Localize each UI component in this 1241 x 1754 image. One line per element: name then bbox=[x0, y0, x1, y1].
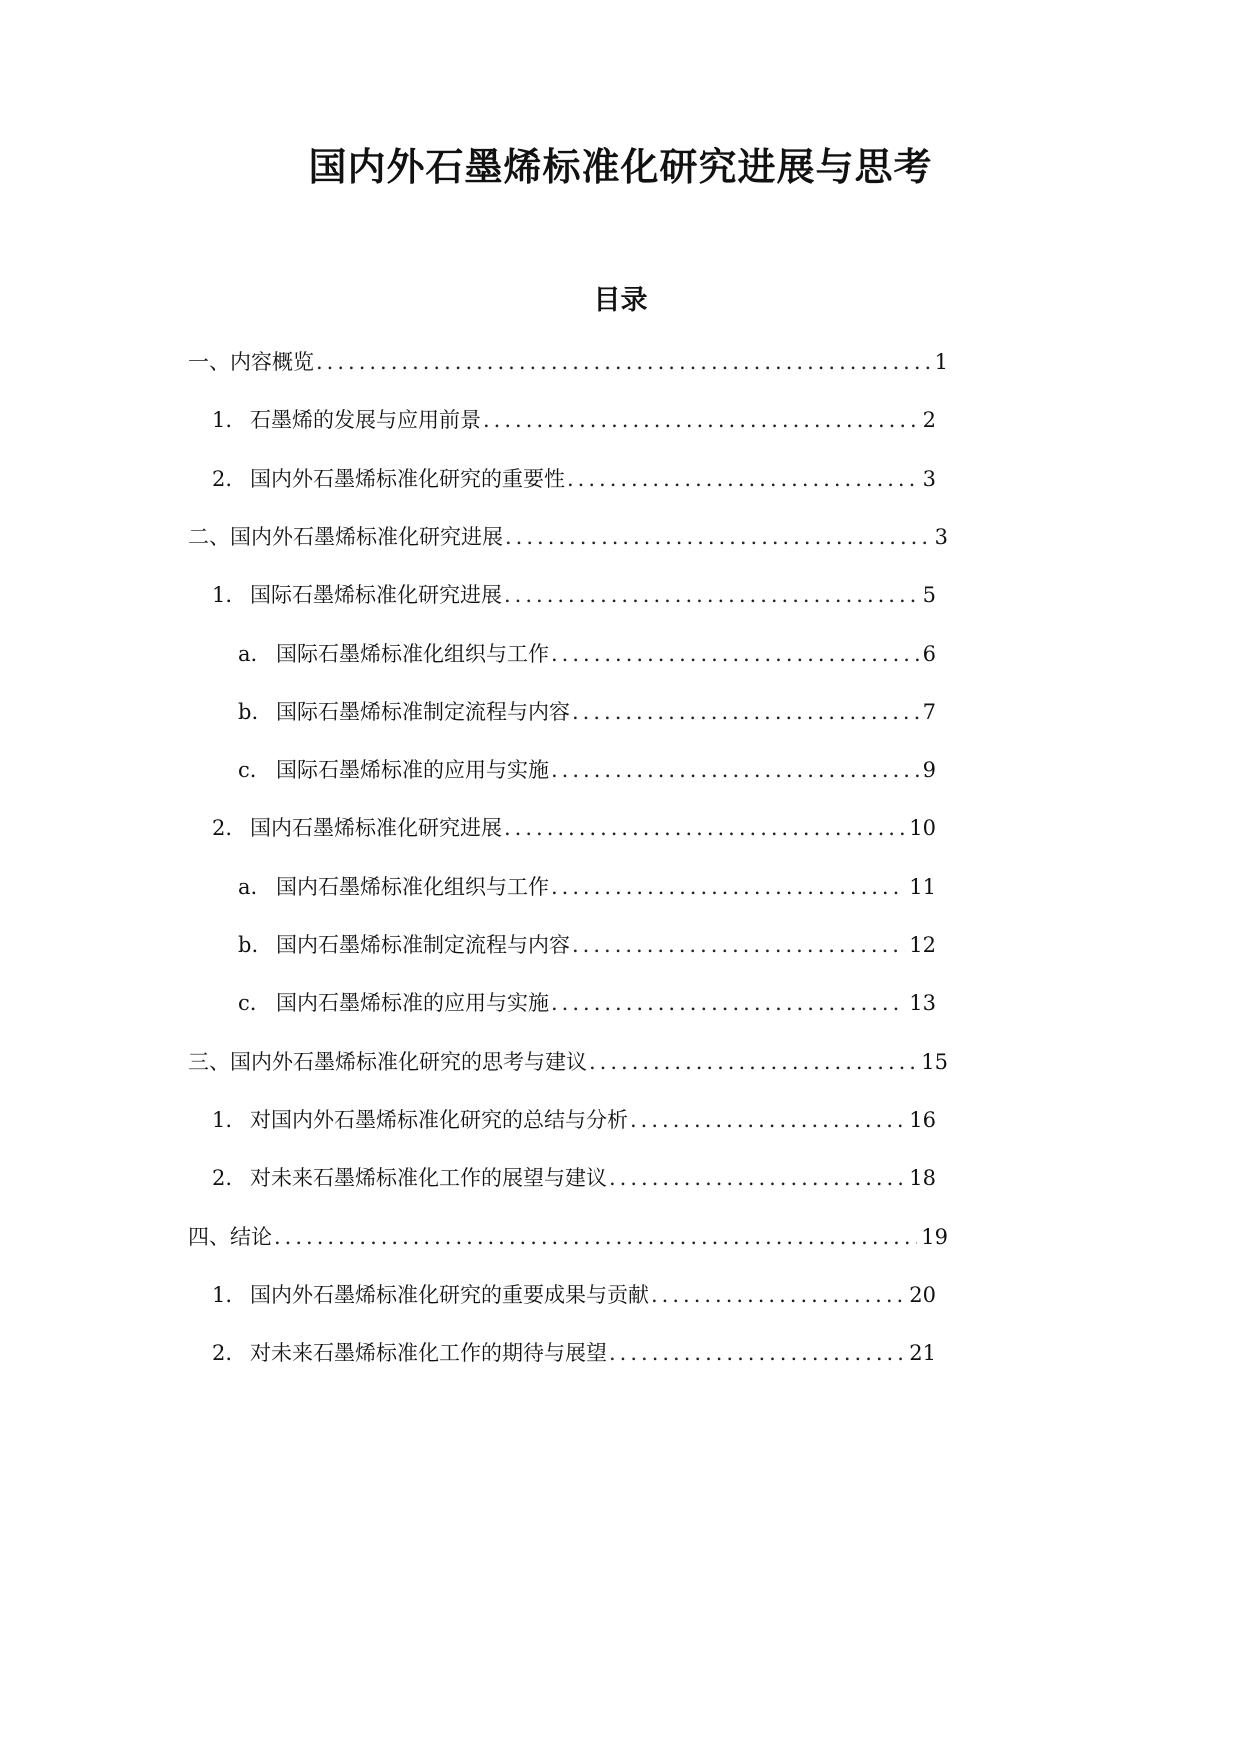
toc-entry-number: 1. bbox=[212, 408, 233, 432]
toc-leader-dots bbox=[504, 580, 919, 610]
toc-entry[interactable] bbox=[238, 755, 936, 785]
toc-entry-title: 对未来石墨烯标准化工作的期待与展望 bbox=[250, 1341, 607, 1365]
toc-entry-title: 国内外石墨烯标准化研究进展 bbox=[230, 525, 503, 549]
toc-entry[interactable] bbox=[212, 1163, 936, 1193]
toc-leader-dots bbox=[572, 697, 919, 727]
toc-leader-dots bbox=[630, 1105, 905, 1135]
toc-entry[interactable] bbox=[188, 347, 948, 377]
toc-entry[interactable] bbox=[212, 1338, 936, 1368]
toc-entry-page: 3 bbox=[922, 467, 936, 491]
toc-entry-title: 国内石墨烯标准制定流程与内容 bbox=[276, 933, 570, 957]
toc-entry-title: 对国内外石墨烯标准化研究的总结与分析 bbox=[250, 1108, 628, 1132]
toc-leader-dots bbox=[551, 988, 905, 1018]
toc-entry-page: 18 bbox=[909, 1166, 936, 1190]
toc-entry-title: 国内外石墨烯标准化研究的重要成果与贡献 bbox=[250, 1283, 649, 1307]
toc-entry-page: 3 bbox=[934, 525, 948, 549]
toc-entry-page: 1 bbox=[934, 350, 948, 374]
toc-entry-number: c. bbox=[238, 758, 257, 782]
toc-entry-page: 6 bbox=[922, 642, 936, 666]
toc-entry-page: 13 bbox=[909, 991, 936, 1015]
toc-entry[interactable] bbox=[212, 1105, 936, 1135]
toc-entry[interactable] bbox=[212, 1280, 936, 1310]
toc-entry-number: a. bbox=[238, 875, 258, 899]
toc-entry-number: 一、 bbox=[188, 350, 230, 374]
toc-entry-number: 1. bbox=[212, 583, 233, 607]
toc-leader-dots bbox=[572, 930, 905, 960]
toc-leader-dots bbox=[609, 1163, 905, 1193]
toc-entry-page: 20 bbox=[909, 1283, 936, 1307]
toc-entry-title: 国际石墨烯标准制定流程与内容 bbox=[276, 700, 570, 724]
toc-entry-page: 7 bbox=[922, 700, 936, 724]
toc-entry[interactable] bbox=[212, 405, 936, 435]
toc-entry-number: 2. bbox=[212, 467, 233, 491]
document-title: 国内外石墨烯标准化研究进展与思考 bbox=[308, 144, 933, 189]
toc-entry-page: 2 bbox=[922, 408, 936, 432]
toc-entry-title: 结论 bbox=[230, 1225, 272, 1249]
toc-entry-title: 对未来石墨烯标准化工作的展望与建议 bbox=[250, 1166, 607, 1190]
toc-entry-title: 国内外石墨烯标准化研究的重要性 bbox=[250, 467, 565, 491]
toc-entry-title: 石墨烯的发展与应用前景 bbox=[250, 408, 481, 432]
toc-entry-number: 1. bbox=[212, 1108, 233, 1132]
toc-leader-dots bbox=[589, 1047, 917, 1077]
toc-leader-dots bbox=[505, 522, 931, 552]
toc-entry[interactable] bbox=[238, 639, 936, 669]
toc-entry-number: 2. bbox=[212, 1166, 233, 1190]
toc-entry-page: 19 bbox=[921, 1225, 948, 1249]
toc-entry-page: 11 bbox=[909, 875, 936, 899]
toc-leader-dots bbox=[651, 1280, 905, 1310]
toc-entry-number: b. bbox=[238, 700, 259, 724]
toc-entry-title: 国际石墨烯标准的应用与实施 bbox=[276, 758, 549, 782]
toc-entry[interactable] bbox=[188, 1222, 948, 1252]
toc-entry-page: 12 bbox=[909, 933, 936, 957]
toc-entry-page: 9 bbox=[922, 758, 936, 782]
toc-entry-number: a. bbox=[238, 642, 258, 666]
toc-entry-number: 1. bbox=[212, 1283, 233, 1307]
toc-entry[interactable] bbox=[238, 930, 936, 960]
toc-entry-title: 国内石墨烯标准化组织与工作 bbox=[276, 875, 549, 899]
toc-entry-title: 国内石墨烯标准的应用与实施 bbox=[276, 991, 549, 1015]
toc-entry-number: 2. bbox=[212, 1341, 233, 1365]
toc-entry-number: 三、 bbox=[188, 1050, 230, 1074]
toc-heading: 目录 bbox=[593, 285, 648, 316]
toc-entry-page: 16 bbox=[909, 1108, 936, 1132]
toc-entry-page: 5 bbox=[922, 583, 936, 607]
toc-entry-title: 国内石墨烯标准化研究进展 bbox=[250, 816, 502, 840]
toc-entry-number: c. bbox=[238, 991, 257, 1015]
toc-entry-title: 国际石墨烯标准化组织与工作 bbox=[276, 642, 549, 666]
toc-entry[interactable] bbox=[212, 813, 936, 843]
toc-entry-title: 国际石墨烯标准化研究进展 bbox=[250, 583, 502, 607]
toc-entry-number: 四、 bbox=[188, 1225, 230, 1249]
toc-leader-dots bbox=[551, 872, 905, 902]
toc-entry-number: 二、 bbox=[188, 525, 230, 549]
toc-entry[interactable] bbox=[238, 988, 936, 1018]
toc-entry-number: b. bbox=[238, 933, 259, 957]
toc-leader-dots bbox=[551, 639, 919, 669]
toc-leader-dots bbox=[316, 347, 931, 377]
toc-leader-dots bbox=[483, 405, 919, 435]
toc-leader-dots bbox=[504, 813, 905, 843]
toc-entry[interactable] bbox=[188, 1047, 948, 1077]
toc-entry[interactable] bbox=[238, 872, 936, 902]
toc-entry-number: 2. bbox=[212, 816, 233, 840]
toc-entry-page: 10 bbox=[909, 816, 936, 840]
toc-entry-page: 15 bbox=[921, 1050, 948, 1074]
toc-entry-title: 国内外石墨烯标准化研究的思考与建议 bbox=[230, 1050, 587, 1074]
toc-entry[interactable] bbox=[212, 580, 936, 610]
toc-leader-dots bbox=[609, 1338, 905, 1368]
toc-leader-dots bbox=[274, 1222, 917, 1252]
toc-entry-title: 内容概览 bbox=[230, 350, 314, 374]
toc-entry-page: 21 bbox=[909, 1341, 936, 1365]
toc-entry[interactable] bbox=[238, 697, 936, 727]
toc-entry[interactable] bbox=[212, 464, 936, 494]
toc-leader-dots bbox=[551, 755, 919, 785]
toc-entry[interactable] bbox=[188, 522, 948, 552]
toc-leader-dots bbox=[567, 464, 919, 494]
